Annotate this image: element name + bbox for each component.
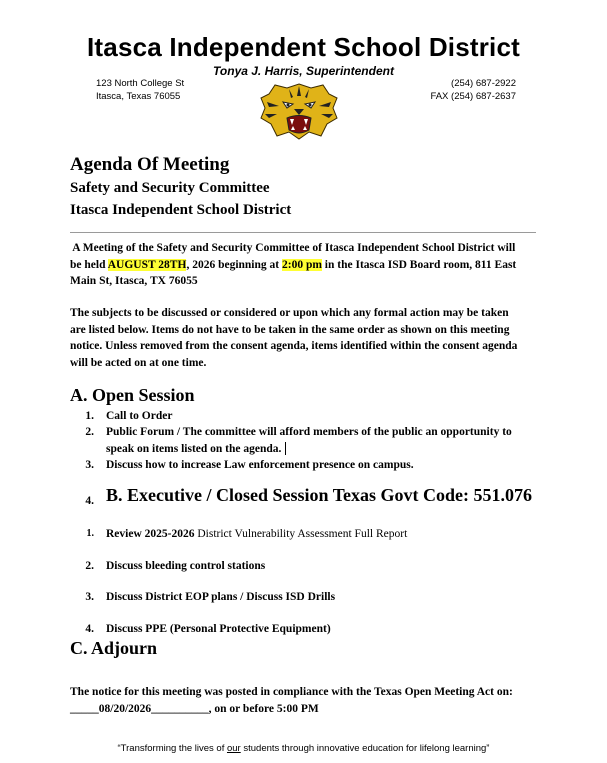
item-number: 1. — [85, 410, 94, 422]
agenda-item — [70, 408, 540, 425]
item-number: 3. — [85, 591, 94, 603]
agenda-title: Agenda Of Meeting — [70, 154, 230, 175]
item-text-line: speak on items listed on the agenda. — [106, 442, 282, 455]
motto-underlined: our — [226, 743, 241, 754]
paragraph-line: notice. Unless removed from the consent agenda, items identified within the consent agenda — [70, 340, 518, 352]
posting-date-line: _____08/20/2026__________, on or before 5:00 PM — [70, 702, 319, 715]
agenda-item — [70, 526, 540, 543]
subjects-paragraph — [70, 305, 540, 371]
agenda-item — [70, 558, 540, 575]
footer-motto — [0, 743, 607, 754]
section-c-title: C. Adjourn — [70, 638, 158, 658]
meeting-date: AUGUST 28TH — [107, 258, 187, 271]
item-text: Public Forum / The committee will afford members of the public an opportunity to — [106, 426, 512, 438]
notice-line: Main St, Itasca, TX 76055 — [70, 275, 198, 287]
address-city: Itasca, Texas 76055 — [96, 91, 181, 102]
posting-notice — [70, 684, 550, 717]
item-number: 1. — [86, 528, 94, 539]
paragraph-line: The subjects to be discussed or considered or upon which any formal action may be taken — [70, 307, 509, 319]
agenda-item — [70, 457, 540, 474]
paragraph-line: will be acted on at one time. — [70, 356, 207, 369]
agenda-item — [70, 589, 540, 606]
meeting-notice — [70, 240, 540, 290]
item-text-bold: Review 2025-2026 — [106, 528, 198, 540]
notice-text: be held — [70, 258, 108, 271]
section-b-title: B. Executive / Closed Session Texas Govt Code: 551.076 — [106, 485, 533, 505]
motto-text: students through innovative education for lifelong learning” — [240, 743, 490, 754]
agenda-item — [70, 621, 540, 638]
agenda-item — [70, 424, 540, 458]
notice-text: , 2026 beginning at — [186, 258, 282, 271]
mailing-address — [96, 77, 184, 103]
section-b-heading — [70, 487, 550, 511]
item-text: Discuss bleeding control stations — [106, 560, 266, 572]
notice-line — [70, 257, 540, 274]
item-number: 2. — [85, 426, 94, 438]
motto-text: “Transforming the lives of — [117, 743, 227, 754]
item-text: Discuss how to increase Law enforcement presence on campus. — [106, 459, 414, 471]
phone-number: (254) 687-2922 — [451, 78, 516, 89]
item-number: 2. — [85, 560, 94, 572]
item-text: Discuss PPE (Personal Protective Equipment) — [106, 623, 331, 635]
item-number: 4. — [85, 495, 94, 507]
item-number: 3. — [85, 459, 94, 471]
address-street: 123 North College St — [96, 78, 185, 89]
tiger-head-icon — [259, 82, 339, 140]
posting-line: The notice for this meeting was posted in compliance with the Texas Open Meeting Act on: — [70, 686, 513, 698]
item-text-plain: District Vulnerability Assessment Full Report — [197, 528, 408, 540]
item-text: Discuss District EOP plans / Discuss ISD Drills — [106, 591, 336, 603]
item-text-continued — [106, 441, 536, 458]
committee-name: Safety and Security Committee — [70, 180, 270, 196]
meeting-time: 2:00 pm — [281, 258, 322, 271]
district-heading: Itasca Independent School District — [70, 202, 292, 218]
notice-line: A Meeting of the Safety and Security Committee of Itasca Independent School District will — [70, 242, 516, 254]
district-name: Itasca Independent School District — [87, 32, 520, 62]
divider — [70, 232, 536, 233]
superintendent-name: Tonya J. Harris, Superintendent — [213, 64, 394, 78]
paragraph-line: are listed below. Items do not have to be taken in the same order as shown on this meeting — [70, 323, 510, 336]
fax-number: FAX (254) 687-2637 — [430, 91, 516, 102]
item-text — [106, 526, 536, 543]
contact-numbers — [420, 77, 516, 103]
section-a-title: A. Open Session — [70, 385, 195, 405]
item-text: Call to Order — [106, 410, 173, 422]
notice-text: in the Itasca ISD Board room, 811 East — [321, 258, 517, 271]
item-number: 4. — [85, 623, 94, 635]
text-cursor — [285, 442, 286, 455]
